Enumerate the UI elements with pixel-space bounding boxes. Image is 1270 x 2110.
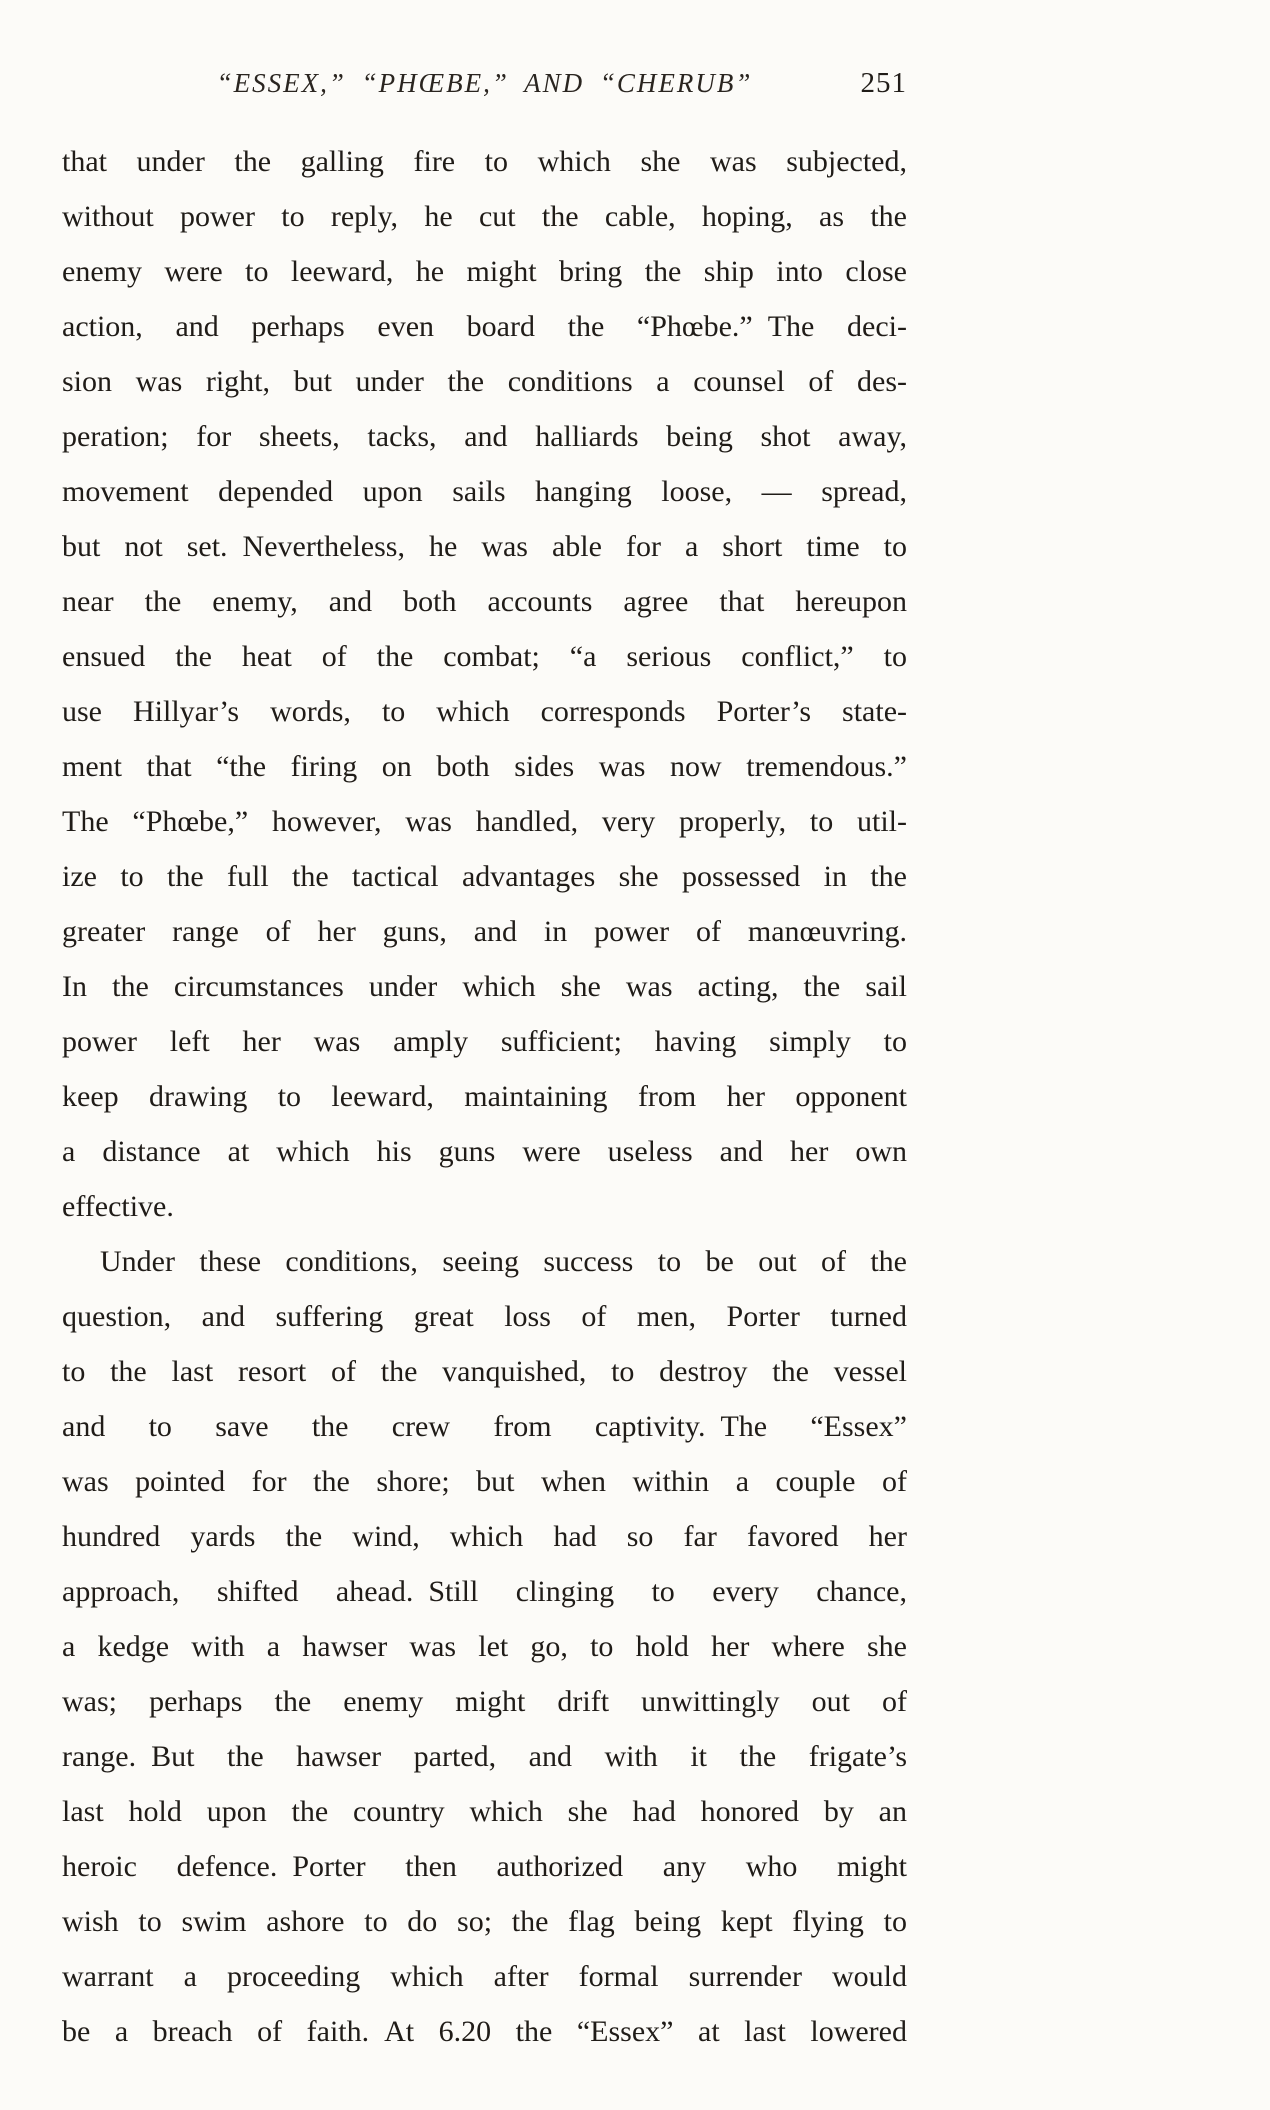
running-header-title: “ESSEX,” “PHŒBE,” AND “CHERUB”	[216, 68, 753, 98]
text-line: was; perhaps the enemy might drift unwittingly out of	[62, 1685, 907, 1718]
text-line: peration; for sheets, tacks, and halliards being shot away,	[62, 420, 907, 453]
text-line: action, and perhaps even board the “Phœbe.” The deci-	[62, 310, 907, 343]
text-line: a distance at which his guns were useless and her own	[62, 1135, 907, 1168]
text-line: keep drawing to leeward, maintaining from her opponent	[62, 1080, 907, 1113]
text-line: greater range of her guns, and in power of manœuvring.	[62, 915, 907, 948]
text-line: a kedge with a hawser was let go, to hold her where she	[62, 1630, 907, 1663]
text-line: was pointed for the shore; but when within a couple of	[62, 1465, 907, 1498]
text-line: enemy were to leeward, he might bring the ship into close	[62, 255, 907, 288]
text-line: hundred yards the wind, which had so far favored her	[62, 1520, 907, 1553]
text-line: effective.	[62, 1190, 174, 1223]
page-number: 251	[860, 67, 907, 99]
text-line: ensued the heat of the combat; “a serious conflict,” to	[62, 640, 907, 673]
text-line: power left her was amply sufficient; having simply to	[62, 1025, 907, 1058]
text-line: The “Phœbe,” however, was handled, very properly, to util-	[62, 805, 907, 838]
text-line: range. But the hawser parted, and with it the frigate’s	[62, 1740, 907, 1773]
page-body	[62, 134, 907, 2059]
text-line: near the enemy, and both accounts agree that hereupon	[62, 585, 907, 618]
text-line: In the circumstances under which she was acting, the sail	[62, 970, 907, 1003]
text-block	[62, 58, 907, 2059]
paragraph	[62, 1234, 907, 2059]
text-line: last hold upon the country which she had honored by an	[62, 1795, 907, 1828]
text-line: ize to the full the tactical advantages she possessed in the	[62, 860, 907, 893]
text-line: to the last resort of the vanquished, to destroy the vessel	[62, 1355, 907, 1388]
text-line: but not set. Nevertheless, he was able for a short time to	[62, 530, 907, 563]
text-line: sion was right, but under the conditions a counsel of des-	[62, 365, 907, 398]
text-line: be a breach of faith. At 6.20 the “Essex” at last lowered	[62, 2015, 907, 2048]
text-line: heroic defence. Porter then authorized any who might	[62, 1850, 907, 1883]
text-line: wish to swim ashore to do so; the flag being kept flying to	[62, 1905, 907, 1938]
text-line: movement depended upon sails hanging loose, — spread,	[62, 475, 907, 508]
text-line: that under the galling fire to which she was subjected,	[62, 145, 907, 178]
text-line: question, and suffering great loss of men, Porter turned	[62, 1300, 907, 1333]
text-line: and to save the crew from captivity. The “Essex”	[62, 1410, 907, 1443]
running-header	[62, 58, 907, 108]
text-line: ment that “the firing on both sides was now tremendous.”	[62, 750, 907, 783]
paragraph	[62, 134, 907, 1234]
text-line: use Hillyar’s words, to which corresponds Porter’s state-	[62, 695, 907, 728]
text-line: Under these conditions, seeing success to be out of the	[100, 1245, 907, 1278]
text-line: warrant a proceeding which after formal surrender would	[62, 1960, 907, 1993]
text-line: without power to reply, he cut the cable, hoping, as the	[62, 200, 907, 233]
text-line: approach, shifted ahead. Still clinging to every chance,	[62, 1575, 907, 1608]
